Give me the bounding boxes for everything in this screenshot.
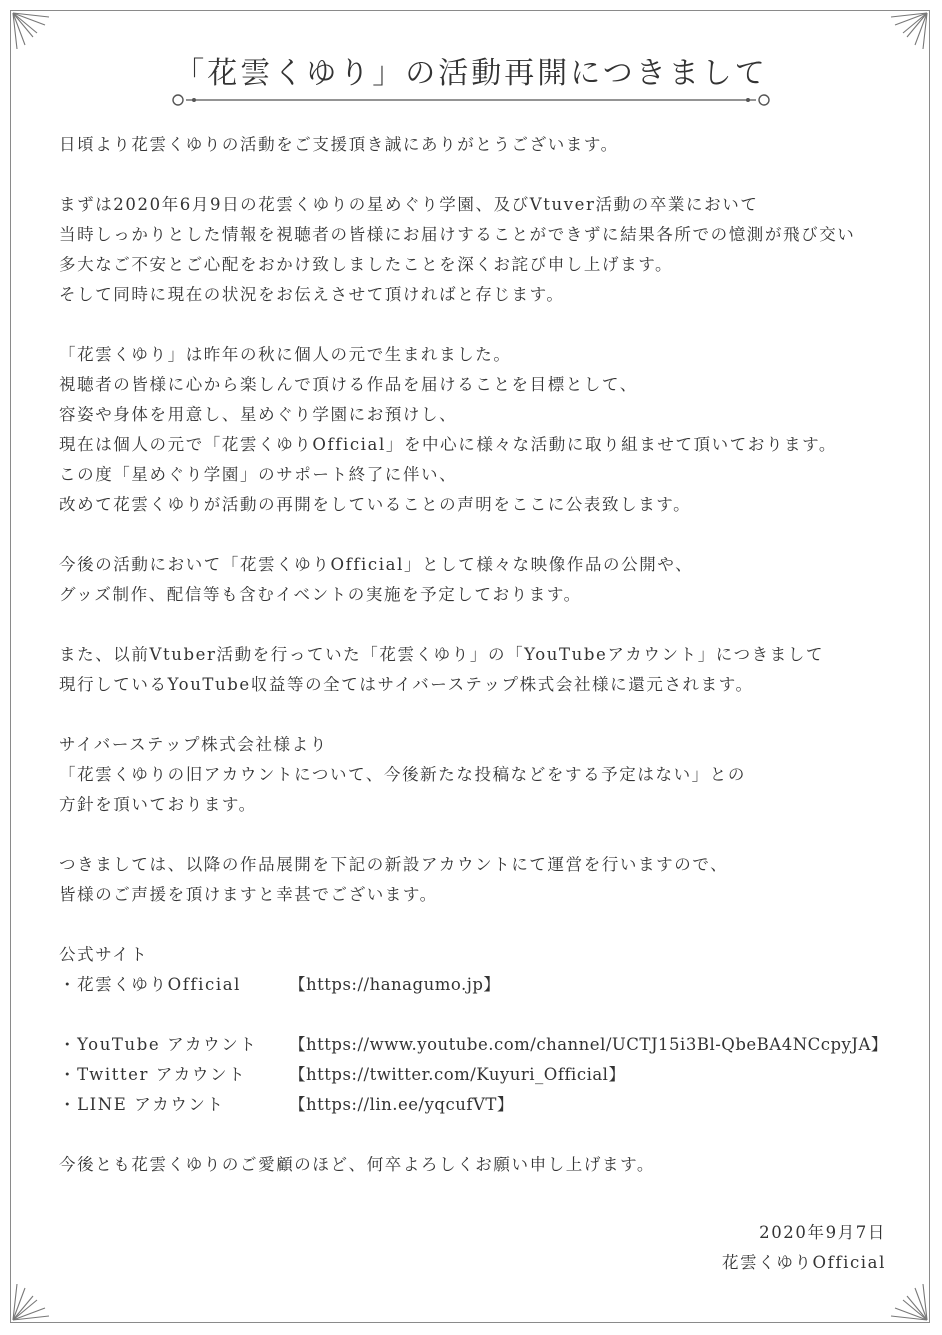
paragraph-line: 「花雲くゆり」は昨年の秋に個人の元で生まれました。	[59, 345, 512, 364]
account-url[interactable]: 【https://lin.ee/yqcufVT】	[289, 1095, 514, 1114]
paragraph-line: この度「星めぐり学園」のサポート終了に伴い、	[59, 465, 458, 484]
paragraph-spacer	[59, 910, 909, 940]
official-heading: 公式サイト	[59, 945, 149, 964]
paragraph-line: 日頃より花雲くゆりの活動をご支援頂き誠にありがとうございます。	[59, 135, 619, 154]
title-divider-ornament	[172, 90, 770, 110]
paragraph-line: 今後の活動において「花雲くゆりOfficial」として様々な映像作品の公開や、	[59, 555, 694, 574]
spacer	[59, 1120, 909, 1150]
paragraph-spacer	[59, 520, 909, 550]
paragraph-line: 方針を頂いております。	[59, 795, 257, 814]
paragraph-group	[59, 130, 909, 940]
account-row-twitter[interactable]	[59, 1060, 909, 1090]
paragraph-line: そして同時に現在の状況をお伝えさせて頂ければと存じます。	[59, 285, 565, 304]
account-url[interactable]: 【https://www.youtube.com/channel/UCTJ15i3Bl-QbeBA4NCcpyJA】	[289, 1035, 888, 1054]
paragraph-line: また、以前Vtuber活動を行っていた「花雲くゆり」の「YouTubeアカウント」につきまして	[59, 645, 825, 664]
announcement-date: 2020年9月7日	[759, 1223, 886, 1242]
signature-name: 花雲くゆりOfficial	[722, 1253, 886, 1272]
paragraph-line: サイバーステップ株式会社様より	[59, 735, 328, 754]
closing-line: 今後とも花雲くゆりのご愛顧のほど、何卒よろしくお願い申し上げます。	[59, 1155, 655, 1174]
corner-ornament-icon	[11, 1282, 51, 1322]
paragraph-line: 現行しているYouTube収益等の全てはサイバーステップ株式会社様に還元されます。	[59, 675, 754, 694]
paragraph-line: まずは2020年6月9日の花雲くゆりの星めぐり学園、及びVtuver活動の卒業において	[59, 195, 759, 214]
account-url[interactable]: 【https://twitter.com/Kuyuri_Official】	[289, 1065, 626, 1084]
paragraph-spacer	[59, 820, 909, 850]
paragraph-line: 容姿や身体を用意し、星めぐり学園にお預けし、	[59, 405, 458, 424]
account-label: ・Twitter アカウント	[59, 1065, 247, 1084]
paragraph-line: つきましては、以降の作品展開を下記の新設アカウントにて運営を行いますので、	[59, 855, 729, 874]
account-row-line[interactable]	[59, 1090, 909, 1120]
paragraph-line: 改めて花雲くゆりが活動の再開をしていることの声明をここに公表致します。	[59, 495, 692, 514]
paragraph-line: 現在は個人の元で「花雲くゆりOfficial」を中心に様々な活動に取り組ませて頂いております。	[59, 435, 838, 454]
signature-block	[722, 1218, 886, 1278]
spacer	[59, 1000, 909, 1030]
paragraph-spacer	[59, 310, 909, 340]
paragraph-line: 「花雲くゆりの旧アカウントについて、今後新たな投稿などをする予定はない」との	[59, 765, 746, 784]
site-link-row[interactable]	[59, 970, 909, 1000]
site-link-url[interactable]: 【https://hanagumo.jp】	[289, 975, 501, 994]
paragraph-line: グッズ制作、配信等も含むイベントの実施を予定しております。	[59, 585, 582, 604]
paragraph-spacer	[59, 160, 909, 190]
corner-ornament-icon	[11, 11, 51, 51]
account-row-youtube[interactable]	[59, 1030, 909, 1060]
paragraph-spacer	[59, 700, 909, 730]
site-link-label: ・花雲くゆりOfficial	[59, 975, 242, 994]
account-label: ・YouTube アカウント	[59, 1035, 258, 1054]
corner-ornament-icon	[889, 1282, 929, 1322]
announcement-body	[59, 130, 909, 1180]
paragraph-line: 多大なご不安とご心配をおかけ致しましたことを深くお詫び申し上げます。	[59, 255, 674, 274]
paragraph-line: 皆様のご声援を頂けますと幸甚でございます。	[59, 885, 438, 904]
paragraph-line: 当時しっかりとした情報を視聴者の皆様にお届けすることができずに結果各所での憶測が飛び交い	[59, 225, 856, 244]
paragraph-spacer	[59, 610, 909, 640]
page-title: 「花雲くゆり」の活動再開につきまして	[174, 56, 768, 91]
account-label: ・LINE アカウント	[59, 1095, 225, 1114]
paragraph-line: 視聴者の皆様に心から楽しんで頂ける作品を届けることを目標として、	[59, 375, 638, 394]
corner-ornament-icon	[889, 11, 929, 51]
